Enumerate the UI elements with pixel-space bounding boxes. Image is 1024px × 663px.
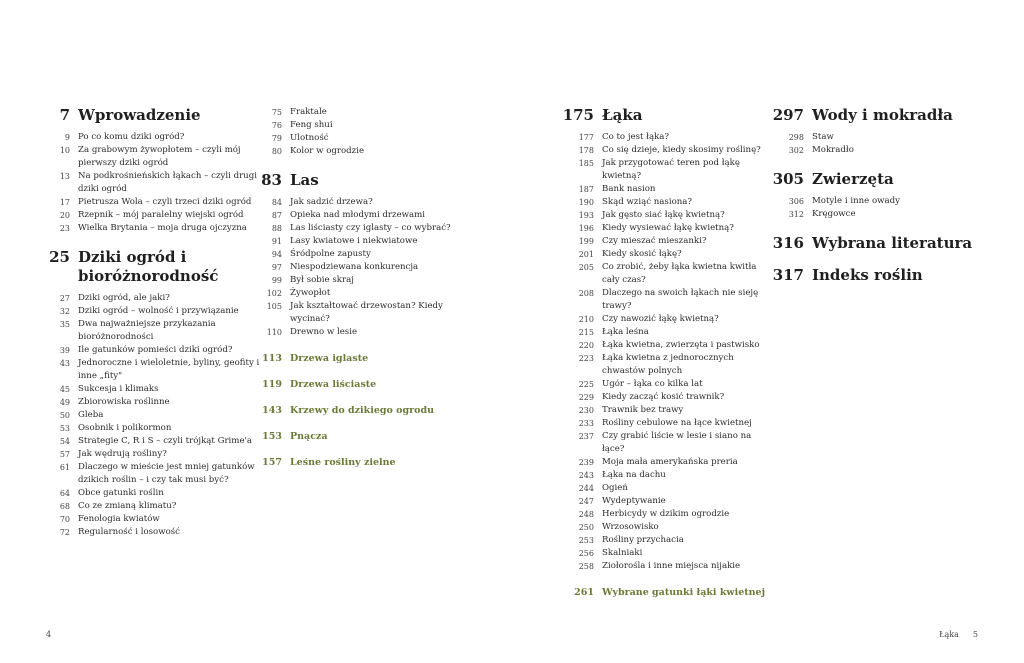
entry-title: Lasy kwiatowe i niekwiatowe <box>290 236 418 246</box>
entry-title: Łąka leśna <box>602 327 649 337</box>
toc-entry[interactable] <box>560 469 776 482</box>
entry-page-number: 72 <box>59 528 70 537</box>
entry-title: Jak wędrują rośliny? <box>78 449 167 459</box>
entry-title: Mokradło <box>812 145 854 155</box>
toc-section <box>770 266 992 285</box>
entry-title: Feng shui <box>290 120 333 130</box>
toc-entry[interactable] <box>770 195 992 208</box>
entry-title: Jak gęsto siać łąkę kwietną? <box>602 210 725 220</box>
entry-page-number: 237 <box>578 432 594 441</box>
entry-page-number: 230 <box>578 406 594 415</box>
toc-entry[interactable] <box>40 409 262 422</box>
toc-entry[interactable] <box>560 430 776 456</box>
entry-page-number: 256 <box>578 549 594 558</box>
entry-title: Łąka kwietna z jednorocznych chwastów polnych <box>602 353 734 376</box>
entry-title: Sukcesja i klimaks <box>78 384 159 394</box>
running-head: Łąka <box>939 630 959 639</box>
entry-title: Jednoroczne i wieloletnie, byliny, geofity i inne „fity" <box>78 358 260 381</box>
gallery-page-number: 157 <box>262 457 282 468</box>
toc-entry[interactable] <box>40 448 262 461</box>
entry-title: Staw <box>812 132 834 142</box>
entry-page-number: 32 <box>59 307 70 316</box>
toc-entry[interactable] <box>560 456 776 469</box>
entry-page-number: 210 <box>578 315 594 324</box>
entry-title: Czy grabić liście w lesie i siano na łące? <box>602 431 752 454</box>
entry-title: Co ze zmianą klimatu? <box>78 501 177 511</box>
entry-page-number: 250 <box>578 523 594 532</box>
toc-entry[interactable] <box>560 222 776 235</box>
entry-page-number: 187 <box>578 185 594 194</box>
toc-entry[interactable] <box>40 396 262 409</box>
toc-entry[interactable] <box>560 521 776 534</box>
entry-page-number: 178 <box>578 146 594 155</box>
entry-page-number: 225 <box>578 380 594 389</box>
entry-page-number: 302 <box>788 146 804 155</box>
toc-entry[interactable] <box>560 404 776 417</box>
toc-column-4 <box>770 106 992 298</box>
section-heading[interactable] <box>40 248 262 286</box>
entry-page-number: 233 <box>578 419 594 428</box>
section-page-number: 175 <box>562 106 594 124</box>
entry-page-number: 201 <box>578 250 594 259</box>
entry-title: Strategie C, R i S – czyli trójkąt Grime'a <box>78 436 253 446</box>
toc-entry[interactable] <box>560 547 776 560</box>
entry-page-number: 64 <box>59 489 70 498</box>
entry-title: Ile gatunków pomieści dziki ogród? <box>78 345 233 355</box>
entry-page-number: 39 <box>59 346 70 355</box>
entry-page-number: 57 <box>59 450 70 459</box>
entry-page-number: 88 <box>271 224 282 233</box>
toc-entry[interactable] <box>560 248 776 261</box>
entry-title: Jak sadzić drzewa? <box>290 197 373 207</box>
toc-section <box>40 248 262 539</box>
gallery-entry[interactable] <box>254 430 470 443</box>
gallery-entry[interactable] <box>254 456 470 469</box>
entry-page-number: 68 <box>59 502 70 511</box>
entry-page-number: 10 <box>59 146 70 155</box>
toc-entry[interactable] <box>40 144 262 170</box>
entry-page-number: 215 <box>578 328 594 337</box>
gallery-page-number: 143 <box>262 405 282 416</box>
entry-title: Herbicydy w dzikim ogrodzie <box>602 509 730 519</box>
toc-entry[interactable] <box>254 106 470 119</box>
page-number-right: 5 <box>972 630 978 639</box>
entry-page-number: 253 <box>578 536 594 545</box>
entry-title: Ziołorośla i inne miejsca nijakie <box>602 561 741 571</box>
entry-page-number: 97 <box>271 263 282 272</box>
entry-page-number: 50 <box>59 411 70 420</box>
entry-title: Jak kształtować drzewostan? Kiedy wycinać? <box>290 301 443 324</box>
section-page-number: 305 <box>772 170 804 188</box>
gallery-page-number: 153 <box>262 431 282 442</box>
gallery-entry[interactable] <box>254 352 470 365</box>
gallery-title: Pnącza <box>290 431 328 442</box>
gallery-page-number: 261 <box>574 587 594 598</box>
toc-section <box>560 106 776 573</box>
entry-title: Niespodziewana konkurencja <box>290 262 419 272</box>
entry-title: Fenologia kwiatów <box>78 514 160 524</box>
entry-title: Regularność i losowość <box>78 527 180 537</box>
entry-page-number: 94 <box>271 250 282 259</box>
entry-title: Kiedy wysiewać łąkę kwietną? <box>602 223 734 233</box>
gallery-page-number: 119 <box>262 379 282 390</box>
entry-page-number: 70 <box>59 515 70 524</box>
entry-title: Moja mała amerykańska preria <box>602 457 738 467</box>
entry-title: Zbiorowiska roślinne <box>78 397 170 407</box>
entry-page-number: 75 <box>271 108 282 117</box>
section-heading[interactable] <box>770 234 992 253</box>
toc-entry[interactable] <box>40 318 262 344</box>
entry-title: Co się dzieje, kiedy skosimy roślinę? <box>602 145 761 155</box>
toc-entry[interactable] <box>560 287 776 313</box>
toc-entry[interactable] <box>254 235 470 248</box>
entry-title: Bank nasion <box>602 184 656 194</box>
plant-gallery-list <box>254 352 470 469</box>
entry-page-number: 20 <box>59 211 70 220</box>
section-heading[interactable] <box>40 106 262 125</box>
entry-title: Łąka na dachu <box>602 470 666 480</box>
toc-column-1 <box>40 106 262 552</box>
toc-entry[interactable] <box>40 222 262 235</box>
toc-entry[interactable] <box>40 357 262 383</box>
entry-title: Skąd wziąć nasiona? <box>602 197 693 207</box>
toc-entry[interactable] <box>560 378 776 391</box>
toc-entry[interactable] <box>254 132 470 145</box>
entry-title: Po co komu dziki ogród? <box>78 132 185 142</box>
toc-entry[interactable] <box>40 196 262 209</box>
entry-page-number: 199 <box>578 237 594 246</box>
entry-title: Rzepnik – mój paralelny wiejski ogród <box>78 210 244 220</box>
toc-entry[interactable] <box>40 500 262 513</box>
entry-title: Opieka nad młodymi drzewami <box>290 210 426 220</box>
entry-title: Trawnik bez trawy <box>602 405 684 415</box>
entry-title: Motyle i inne owady <box>812 196 900 206</box>
entry-page-number: 258 <box>578 562 594 571</box>
entry-page-number: 190 <box>578 198 594 207</box>
toc-entry[interactable] <box>560 482 776 495</box>
section-title: Wody i mokradła <box>812 106 953 124</box>
entry-page-number: 229 <box>578 393 594 402</box>
entry-title: Ugór – łąka co kilka lat <box>602 379 703 389</box>
toc-entry[interactable] <box>770 208 992 221</box>
toc-entry[interactable] <box>560 339 776 352</box>
entry-page-number: 43 <box>59 359 70 368</box>
entry-page-number: 84 <box>271 198 282 207</box>
entry-page-number: 35 <box>59 320 70 329</box>
toc-entry[interactable] <box>40 383 262 396</box>
entry-page-number: 79 <box>271 134 282 143</box>
section-title: Zwierzęta <box>812 170 894 188</box>
toc-entry[interactable] <box>560 391 776 404</box>
section-page-number: 83 <box>261 171 282 189</box>
entry-page-number: 105 <box>266 302 282 311</box>
toc-section <box>770 170 992 221</box>
toc-section <box>254 106 470 158</box>
footer-right <box>939 630 978 639</box>
toc-entry[interactable] <box>560 534 776 547</box>
entry-page-number: 223 <box>578 354 594 363</box>
entry-title: Kiedy zacząć kosić trawnik? <box>602 392 725 402</box>
toc-entry[interactable] <box>40 305 262 318</box>
entry-title: Kiedy skosić łąkę? <box>602 249 682 259</box>
toc-entry[interactable] <box>560 417 776 430</box>
toc-entry[interactable] <box>254 326 470 339</box>
toc-entry[interactable] <box>560 196 776 209</box>
entry-title: Wydeptywanie <box>602 496 666 506</box>
section-page-number: 316 <box>772 234 804 252</box>
section-page-number: 7 <box>59 106 70 124</box>
toc-entry[interactable] <box>40 292 262 305</box>
entry-page-number: 80 <box>271 147 282 156</box>
toc-entry[interactable] <box>560 144 776 157</box>
entry-page-number: 239 <box>578 458 594 467</box>
entry-page-number: 110 <box>266 328 282 337</box>
toc-entry[interactable] <box>560 313 776 326</box>
toc-entry[interactable] <box>254 196 470 209</box>
entry-title: Dwa najważniejsze przykazania bioróżnorodności <box>78 319 216 342</box>
section-title: Indeks roślin <box>812 266 923 284</box>
entry-page-number: 298 <box>788 133 804 142</box>
gallery-entry[interactable] <box>254 404 470 417</box>
section-page-number: 25 <box>49 248 70 266</box>
toc-entry[interactable] <box>560 209 776 222</box>
toc-entry[interactable] <box>560 131 776 144</box>
toc-entry[interactable] <box>254 300 470 326</box>
entry-title: Drewno w lesie <box>290 327 358 337</box>
entry-page-number: 185 <box>578 159 594 168</box>
entry-title: Śródpolne zapusty <box>290 249 371 259</box>
section-title: Wprowadzenie <box>78 106 201 124</box>
section-title: Las <box>290 171 319 189</box>
gallery-entry[interactable] <box>254 378 470 391</box>
toc-entry[interactable] <box>40 435 262 448</box>
plant-gallery-list <box>560 586 776 599</box>
toc-entry[interactable] <box>560 235 776 248</box>
entry-title: Las liściasty czy iglasty – co wybrać? <box>290 223 451 233</box>
section-heading[interactable] <box>770 170 992 189</box>
toc-column-2 <box>254 106 470 482</box>
section-page-number: 317 <box>772 266 804 284</box>
section-heading[interactable] <box>770 266 992 285</box>
entry-page-number: 49 <box>59 398 70 407</box>
section-heading[interactable] <box>254 171 470 190</box>
entry-title: Fraktale <box>290 107 327 117</box>
entry-title: Żywopłot <box>290 288 331 298</box>
section-heading[interactable] <box>560 106 776 125</box>
toc-column-3 <box>560 106 776 612</box>
toc-entry[interactable] <box>40 513 262 526</box>
entry-title: Wielka Brytania – moja druga ojczyzna <box>78 223 247 233</box>
toc-entry[interactable] <box>560 352 776 378</box>
toc-entry[interactable] <box>770 131 992 144</box>
entry-title: Rośliny cebulowe na łące kwietnej <box>602 418 752 428</box>
entry-page-number: 247 <box>578 497 594 506</box>
entry-page-number: 99 <box>271 276 282 285</box>
toc-entry[interactable] <box>560 495 776 508</box>
entry-title: Kolor w ogrodzie <box>290 146 365 156</box>
entry-page-number: 45 <box>59 385 70 394</box>
toc-entry[interactable] <box>560 183 776 196</box>
toc-entry[interactable] <box>40 131 262 144</box>
entry-title: Za grabowym żywopłotem – czyli mój pierwszy dziki ogród <box>78 145 241 168</box>
entry-title: Ulotność <box>290 133 329 143</box>
entry-page-number: 54 <box>59 437 70 446</box>
entry-page-number: 196 <box>578 224 594 233</box>
toc-entry[interactable] <box>254 287 470 300</box>
entry-title: Ogień <box>602 483 628 493</box>
toc-entry[interactable] <box>254 274 470 287</box>
toc-entry[interactable] <box>254 209 470 222</box>
entry-title: Łąka kwietna, zwierzęta i pastwisko <box>602 340 760 350</box>
entry-page-number: 244 <box>578 484 594 493</box>
entry-title: Gleba <box>78 410 104 420</box>
entry-title: Wrzosowisko <box>602 522 659 532</box>
entry-title: Był sobie skraj <box>290 275 354 285</box>
gallery-title: Drzewa liściaste <box>290 379 377 390</box>
entry-page-number: 87 <box>271 211 282 220</box>
toc-section <box>254 171 470 339</box>
entry-title: Czy mieszać mieszanki? <box>602 236 707 246</box>
entry-page-number: 193 <box>578 211 594 220</box>
entry-page-number: 177 <box>578 133 594 142</box>
entry-title: Obce gatunki roślin <box>78 488 164 498</box>
section-title: Łąka <box>602 106 643 124</box>
entry-title: Kręgowce <box>812 209 856 219</box>
entry-title: Co zrobić, żeby łąka kwietna kwitła cały czas? <box>602 262 757 285</box>
entry-page-number: 208 <box>578 289 594 298</box>
toc-entry[interactable] <box>40 170 262 196</box>
entry-page-number: 13 <box>59 172 70 181</box>
toc-entry[interactable] <box>40 526 262 539</box>
entry-page-number: 220 <box>578 341 594 350</box>
section-page-number: 297 <box>772 106 804 124</box>
toc-entry[interactable] <box>254 119 470 132</box>
gallery-title: Leśne rośliny zielne <box>290 457 396 468</box>
toc-entry[interactable] <box>40 487 262 500</box>
toc-entry[interactable] <box>254 248 470 261</box>
entry-page-number: 61 <box>59 463 70 472</box>
gallery-entry[interactable] <box>560 586 776 599</box>
toc-entry[interactable] <box>560 326 776 339</box>
toc-entry[interactable] <box>40 209 262 222</box>
entry-title: Na podkrośnieńskich łąkach – czyli drugi dziki ogród <box>78 171 257 194</box>
entry-title: Dlaczego na swoich łąkach nie sieję trawy? <box>602 288 759 311</box>
entry-title: Dziki ogród, ale jaki? <box>78 293 170 303</box>
toc-entry[interactable] <box>40 422 262 435</box>
entry-page-number: 17 <box>59 198 70 207</box>
entry-page-number: 312 <box>788 210 804 219</box>
entry-title: Czy nawozić łąkę kwietną? <box>602 314 719 324</box>
entry-page-number: 23 <box>59 224 70 233</box>
toc-entry[interactable] <box>770 144 992 157</box>
gallery-title: Wybrane gatunki łąki kwietnej <box>602 587 766 598</box>
entry-title: Pietrusza Wola – czyli trzeci dziki ogród <box>78 197 252 207</box>
toc-section <box>770 106 992 157</box>
entry-page-number: 76 <box>271 121 282 130</box>
gallery-page-number: 113 <box>262 353 282 364</box>
toc-entry[interactable] <box>40 344 262 357</box>
gallery-title: Drzewa iglaste <box>290 353 369 364</box>
entry-title: Co to jest łąka? <box>602 132 670 142</box>
entry-title: Dlaczego w mieście jest mniej gatunków dzikich roślin – i czy tak musi być? <box>78 462 255 485</box>
entry-page-number: 205 <box>578 263 594 272</box>
entry-page-number: 27 <box>59 294 70 303</box>
toc-entry[interactable] <box>560 157 776 183</box>
entry-page-number: 306 <box>788 197 804 206</box>
section-title: Dziki ogród i bioróżnorodność <box>78 248 219 285</box>
toc-entry[interactable] <box>40 461 262 487</box>
toc-entry[interactable] <box>254 261 470 274</box>
toc-entry[interactable] <box>560 560 776 573</box>
section-heading[interactable] <box>770 106 992 125</box>
entry-page-number: 248 <box>578 510 594 519</box>
toc-entry[interactable] <box>560 508 776 521</box>
page-number-left: 4 <box>46 630 52 639</box>
entry-title: Osobnik i polikormon <box>78 423 172 433</box>
toc-entry[interactable] <box>560 261 776 287</box>
toc-entry[interactable] <box>254 145 470 158</box>
entry-title: Jak przygotować teren pod łąkę kwietną? <box>602 158 740 181</box>
entry-page-number: 9 <box>64 133 70 142</box>
entry-title: Rośliny przychacia <box>602 535 684 545</box>
entry-page-number: 243 <box>578 471 594 480</box>
gallery-title: Krzewy do dzikiego ogrodu <box>290 405 435 416</box>
toc-section <box>40 106 262 235</box>
toc-entry[interactable] <box>254 222 470 235</box>
entry-page-number: 91 <box>271 237 282 246</box>
entry-title: Dziki ogród – wolność i przywiązanie <box>78 306 239 316</box>
entry-title: Skalniaki <box>602 548 643 558</box>
toc-section <box>770 234 992 253</box>
entry-page-number: 102 <box>266 289 282 298</box>
section-title: Wybrana literatura <box>812 234 973 252</box>
entry-page-number: 53 <box>59 424 70 433</box>
